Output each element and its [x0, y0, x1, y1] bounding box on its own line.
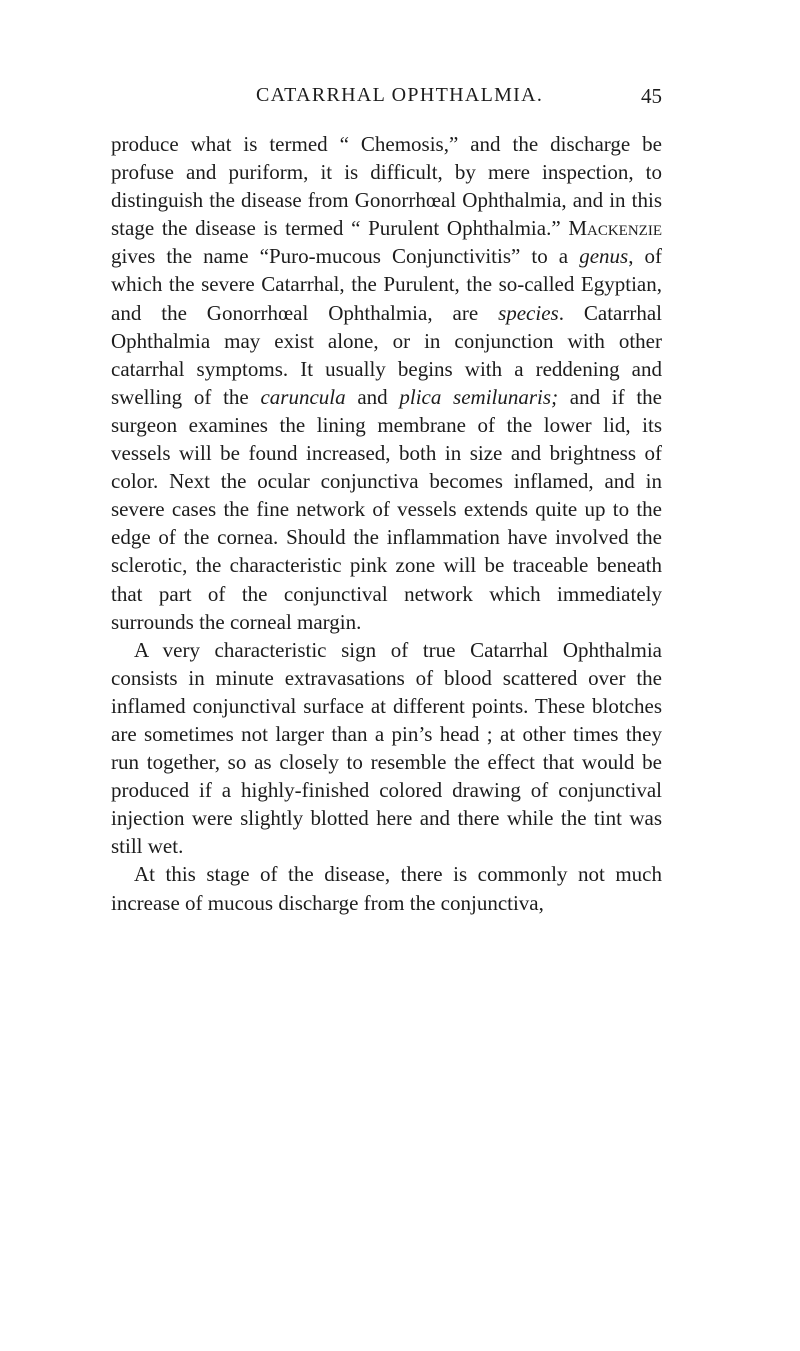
text-run: and if the surgeon examines the lining membrane of the lower lid, its vessels will be found increased, both in size and brightness of color. Next the ocular conjunctiva becomes inflamed, and in severe cases the fine network of vessels extends quite up to the edge of the cornea. Should the inflammation have involved the sclerotic, the characteristic pink zone will be traceable beneath that part of the conjunctival network which immediately surrounds the corneal margin. [111, 384, 662, 634]
text-run: A very characteristic sign of true Catarrhal Ophthalmia consists in minute extravasations of blood scattered over the inflamed conjunctival surface at different points. These blotches are sometimes not larger than a pin’s head ; at other times they run together, so as closely to resemble the effect that would be produced if a highly-finished colored drawing of conjunctival injection were slightly blotted here and there while the tint was still wet. [111, 637, 662, 859]
running-title: CATARRHAL OPHTHALMIA. [256, 84, 544, 106]
italic-term: caruncula [260, 384, 346, 409]
italic-term: genus [579, 244, 629, 269]
page-number: 45 [641, 84, 662, 108]
body-text [111, 130, 662, 917]
book-page [111, 78, 662, 917]
text-run: . Catarrhal Ophthalmia may exist alone, or in conjunction with other catarrhal symptoms. It usually begins with a reddening and swelling of the [111, 300, 663, 409]
text-run: produce what is termed “ Chemosis,” and the discharge be profuse and puriform, it is difficult, by mere inspection, to distinguish the disease from Gonorrhœal Ophthalmia, and in this stage the disease is termed “ Purulent Ophthalmia.” [111, 132, 662, 241]
text-run: and [345, 384, 400, 409]
running-head [111, 78, 662, 112]
paragraph-3 [111, 860, 662, 916]
italic-term: plica semilunaris; [399, 384, 559, 409]
text-run: At this stage of the disease, there is commonly not much increase of mucous discharge from the conjunctiva, [111, 862, 662, 915]
paragraph-2 [111, 636, 662, 861]
author-name-smallcaps: Mackenzie [568, 216, 662, 241]
text-run: , of which the severe Catarrhal, the Purulent, the so-called Egyptian, and the Gonorrhœal Ophthalmia, are [111, 244, 662, 325]
paragraph-1 [111, 130, 662, 636]
italic-term: species [498, 300, 559, 325]
text-run: gives the name “Puro-mucous Conjunctivitis” to a [111, 244, 580, 269]
